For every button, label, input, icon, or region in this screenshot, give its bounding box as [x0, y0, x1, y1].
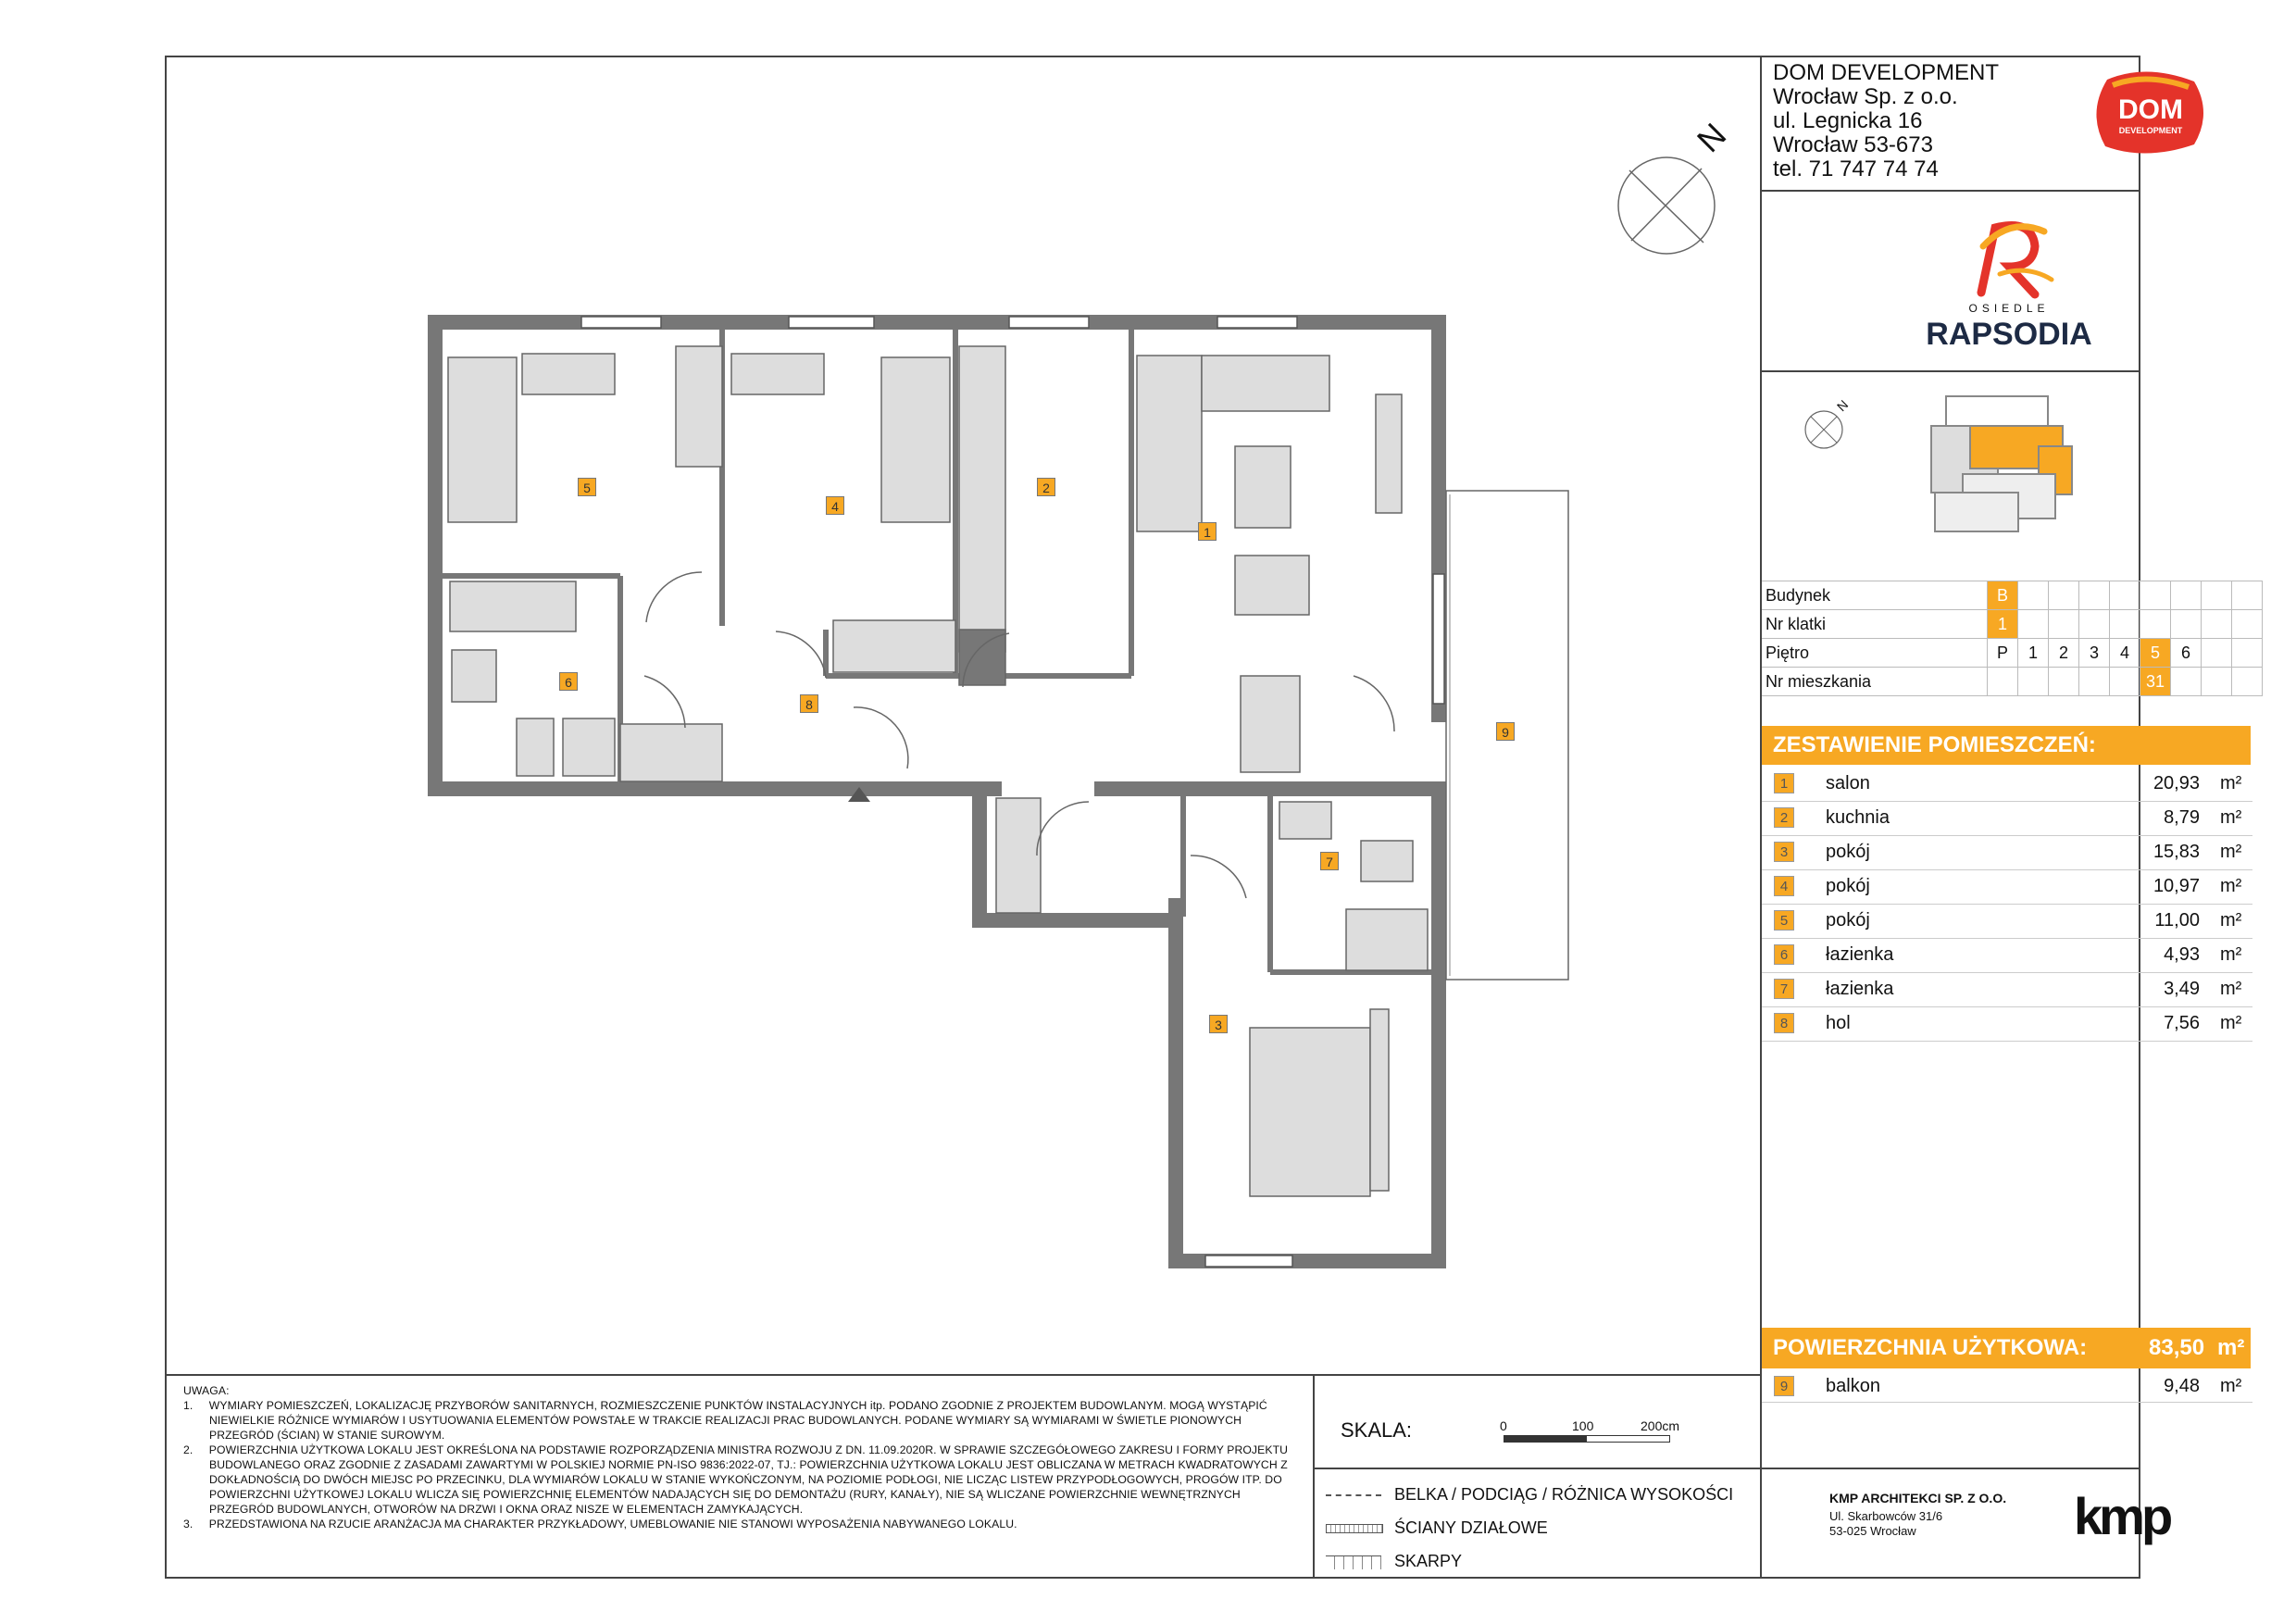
legend-partition-symbol	[1326, 1524, 1383, 1533]
info-cell	[2049, 581, 2079, 610]
info-cell	[2110, 581, 2140, 610]
room-number-tag: 2	[1774, 807, 1794, 828]
legend-beam-label: BELKA / PODCIĄG / RÓŻNICA WYSOKOŚCI	[1394, 1485, 1734, 1504]
room-name: pokój	[1826, 876, 1870, 896]
summary-row-line	[1762, 938, 2252, 939]
info-cell	[2202, 668, 2232, 696]
architect-name: KMP ARCHITEKCI SP. Z O.O.	[1829, 1491, 2007, 1505]
info-cell: 1	[1988, 610, 2018, 639]
room-label-lazienka-7: 7	[1320, 852, 1339, 870]
room-area: 3,49	[2164, 979, 2200, 999]
info-cell	[2049, 668, 2079, 696]
room-label-balkon: 9	[1496, 722, 1515, 741]
scale-tick: 0	[1500, 1418, 1507, 1433]
room-area: 8,79	[2164, 807, 2200, 828]
summary-title: ZESTAWIENIE POMIESZCZEŃ:	[1762, 726, 2251, 765]
room-area-unit: m²	[2220, 979, 2242, 999]
company-line: DOM DEVELOPMENT	[1773, 60, 2000, 85]
company-line: Wrocław Sp. z o.o.	[1773, 84, 1958, 109]
room-name: hol	[1826, 1013, 1851, 1033]
info-cell	[2202, 581, 2232, 610]
info-cell	[2202, 639, 2232, 668]
note-item: 3. PRZEDSTAWIONA NA RZUCIE ARANŻACJA MA CHARAKTER PRZYKŁADOWY, UMEBLOWANIE NIE STANOWI WYPOSAŻENIA NABYWANEGO LOKALU.	[183, 1518, 1017, 1530]
room-label-kuchnia: 2	[1037, 478, 1055, 496]
legend-slope-label: SKARPY	[1394, 1552, 1463, 1570]
info-row-budynek	[1762, 581, 2263, 610]
room-number-tag: 4	[1774, 876, 1794, 896]
total-area-label: POWIERZCHNIA UŻYTKOWA:	[1773, 1335, 2088, 1360]
legend-beam-symbol	[1326, 1494, 1381, 1496]
room-area: 10,97	[2152, 876, 2200, 896]
info-cell	[2110, 668, 2140, 696]
info-row-mieszkanie	[1762, 668, 2263, 696]
info-cell	[2110, 610, 2140, 639]
room-name: pokój	[1826, 910, 1870, 931]
room-area-unit: m²	[2220, 944, 2242, 965]
rapsodia-logo	[1926, 209, 2092, 357]
legend-partition-label: ŚCIANY DZIAŁOWE	[1394, 1518, 1548, 1537]
summary-row-line	[1762, 801, 2252, 802]
total-area-bar	[1762, 1328, 2251, 1368]
info-cell: B	[1988, 581, 2018, 610]
room-name: łazienka	[1826, 944, 1894, 965]
scale-label: SKALA:	[1341, 1418, 1413, 1442]
room-area: 20,93	[2152, 773, 2200, 793]
balcony-number-tag: 9	[1774, 1376, 1794, 1396]
room-area-unit: m²	[2220, 1013, 2242, 1033]
logo-text: DOM	[2118, 94, 2183, 125]
unit-info-table	[1762, 581, 2263, 696]
info-cell: 4	[2110, 639, 2140, 668]
room-number-tag: 6	[1774, 944, 1794, 965]
furniture	[448, 346, 1428, 1196]
company-info	[1773, 61, 1999, 181]
notes-title: UWAGA:	[183, 1384, 230, 1397]
north-compass	[1611, 139, 1741, 269]
summary-row-line	[1762, 1041, 2252, 1042]
room-area-unit: m²	[2220, 910, 2242, 931]
info-cell	[2079, 610, 2110, 639]
balcony-area: 9,48	[2164, 1376, 2200, 1396]
room-label-pokoj-5: 5	[578, 478, 596, 496]
info-row-klatka	[1762, 610, 2263, 639]
panel-line	[1760, 190, 2140, 192]
dom-development-logo	[2090, 69, 2211, 157]
room-label-pokoj-4: 4	[826, 496, 844, 515]
room-number-tag: 7	[1774, 979, 1794, 999]
info-cell: P	[1988, 639, 2018, 668]
info-cell	[2232, 610, 2263, 639]
room-number-tag: 1	[1774, 773, 1794, 793]
key-plan-north-label: N	[1833, 396, 1852, 415]
room-name: kuchnia	[1826, 807, 1890, 828]
scale-tick: 100	[1572, 1418, 1594, 1433]
room-area-unit: m²	[2220, 773, 2242, 793]
room-area-unit: m²	[2220, 876, 2242, 896]
estate-name: RAPSODIA	[1926, 317, 2092, 352]
summary-row-line	[1762, 869, 2252, 870]
info-cell	[1988, 668, 2018, 696]
info-cell: 6	[2171, 639, 2202, 668]
company-line: ul. Legnicka 16	[1773, 108, 1923, 133]
summary-row-line	[1762, 1402, 2252, 1403]
estate-small-label: OSIEDLE	[1968, 302, 2050, 315]
info-cell	[2171, 581, 2202, 610]
scale-tick: 200cm	[1641, 1418, 1680, 1433]
info-cell	[2171, 610, 2202, 639]
total-area-unit: m²	[2217, 1335, 2245, 1360]
balcony-name: balkon	[1826, 1376, 1880, 1396]
legend-divider	[1313, 1468, 1761, 1469]
info-cell: 2	[2049, 639, 2079, 668]
info-label: Nr mieszkania	[1762, 668, 1988, 696]
notes	[183, 1383, 1294, 1531]
room-name: salon	[1826, 773, 1870, 793]
info-cell	[2232, 668, 2263, 696]
architect-city: 53-025 Wrocław	[1829, 1524, 1916, 1538]
room-label-pokoj-3: 3	[1209, 1015, 1228, 1033]
room-number-tag: 8	[1774, 1013, 1794, 1033]
info-cell	[2202, 610, 2232, 639]
info-label: Nr klatki	[1762, 610, 1988, 639]
legend-slope-symbol	[1326, 1555, 1381, 1569]
room-area: 4,93	[2164, 944, 2200, 965]
north-label: N	[1689, 115, 1734, 160]
info-cell	[2049, 610, 2079, 639]
info-cell: 5	[2140, 639, 2171, 668]
notes-divider	[165, 1374, 1761, 1376]
kmp-logo: kmp	[2074, 1487, 2170, 1545]
info-cell	[2232, 581, 2263, 610]
room-area: 7,56	[2164, 1013, 2200, 1033]
info-cell	[2018, 610, 2049, 639]
floor-plan-drawing	[407, 306, 1574, 1287]
balcony-unit: m²	[2220, 1376, 2242, 1396]
note-item: 2. POWIERZCHNIA UŻYTKOWA LOKALU JEST OKREŚLONA NA PODSTAWIE ROZPORZĄDZENIA MINISTRA ROZWOJU Z DN. 11.09.2020R. W SPRAWIE SZCZEGÓŁOWEGO ZAKRESU I FORMY PROJEKTU BUDOWLANEGO ORAZ ZGODNIE Z ZASADAMI ZAWARTYMI W POLSKIEJ NORMIE PN-ISO 9836:2022-07, TJ.: POWIERZCHNIA UŻYTKOWA LOKALU JEST OBLICZANA W METRACH KWADRATOWYCH Z DOKŁADNOŚCIĄ DO DWÓCH MIEJSC PO PRZECINKU, DLA WYMIARÓW LOKALU W STANIE WYKOŃCZONYM, NA POZIOMIE PODŁOGI, NIE LICZĄC LISTEW PRZYPODŁOGOWYCH, PROGÓW ITP. DO POWIERZCHNI UŻYTKOWEJ LOKALU WLICZA SIĘ POWIERZCHNIĘ ELEMENTÓW NADAJĄCYCH SIĘ DO DEMONTAŻU (RURY, KANAŁY), NIE SĄ WLICZANE POWIERZCHNIE WEWNĘTRZNYCH PRZEGRÓD BUDOWLANYCH, OTWORÓW NA DRZWI I OKNA ORAZ NISZE W ELEMENTACH ZAMYKAJĄCYCH.	[183, 1443, 1289, 1516]
scale-bar	[1504, 1435, 1670, 1443]
company-line: tel. 71 747 74 74	[1773, 156, 1939, 181]
info-cell	[2018, 668, 2049, 696]
info-cell	[2079, 668, 2110, 696]
info-cell: 31	[2140, 668, 2171, 696]
room-area-unit: m²	[2220, 842, 2242, 862]
panel-line	[1760, 370, 2140, 372]
room-area: 15,83	[2152, 842, 2200, 862]
info-cell	[2171, 668, 2202, 696]
room-label-hol: 8	[800, 694, 818, 713]
total-area-value: 83,50	[2149, 1335, 2205, 1360]
summary-row-line	[1762, 835, 2252, 836]
room-number-tag: 5	[1774, 910, 1794, 931]
architect-address: Ul. Skarbowców 31/6	[1829, 1509, 1943, 1523]
room-name: pokój	[1826, 842, 1870, 862]
floor-plan	[407, 306, 1574, 1287]
room-number-tag: 3	[1774, 842, 1794, 862]
info-cell: 3	[2079, 639, 2110, 668]
summary-row-line	[1762, 972, 2252, 973]
room-area-unit: m²	[2220, 807, 2242, 828]
scale-divider	[1313, 1374, 1315, 1578]
info-cell	[2018, 581, 2049, 610]
room-name: łazienka	[1826, 979, 1894, 999]
info-label: Budynek	[1762, 581, 1988, 610]
room-label-salon: 1	[1198, 522, 1217, 541]
company-line: Wrocław 53-673	[1773, 132, 1933, 157]
info-cell: 1	[2018, 639, 2049, 668]
room-area: 11,00	[2154, 910, 2200, 931]
info-label: Piętro	[1762, 639, 1988, 668]
logo-subtext: DEVELOPMENT	[2118, 126, 2183, 135]
note-item: 1. WYMIARY POMIESZCZEŃ, LOKALIZACJĘ PRZYBORÓW SANITARNYCH, ROZMIESZCZENIE PUNKTÓW INSTALACYJNYCH itp. PODANO ZGODNIE Z PROJEKTEM BUDOWLANYM. MOGĄ WYSTĄPIĆ NIEWIELKIE RÓŻNICE WYMIARÓW I USYTUOWANIA ELEMENTÓW POWSTAŁE W TRAKCIE REALIZACJI PRAC BUDOWLANYCH. PODANE WYMIARY SĄ WYMIARAMI W ŚWIETLE PIONOWYCH PRZEGRÓD (ŚCIAN) W STANIE SUROWYM.	[183, 1399, 1267, 1442]
room-label-lazienka-6: 6	[559, 672, 578, 691]
summary-row-line	[1762, 904, 2252, 905]
info-cell	[2079, 581, 2110, 610]
info-cell	[2140, 581, 2171, 610]
summary-row-line	[1762, 1006, 2252, 1007]
panel-line	[1760, 1468, 2140, 1469]
info-cell	[2232, 639, 2263, 668]
info-cell	[2140, 610, 2171, 639]
info-row-pietro	[1762, 639, 2263, 668]
